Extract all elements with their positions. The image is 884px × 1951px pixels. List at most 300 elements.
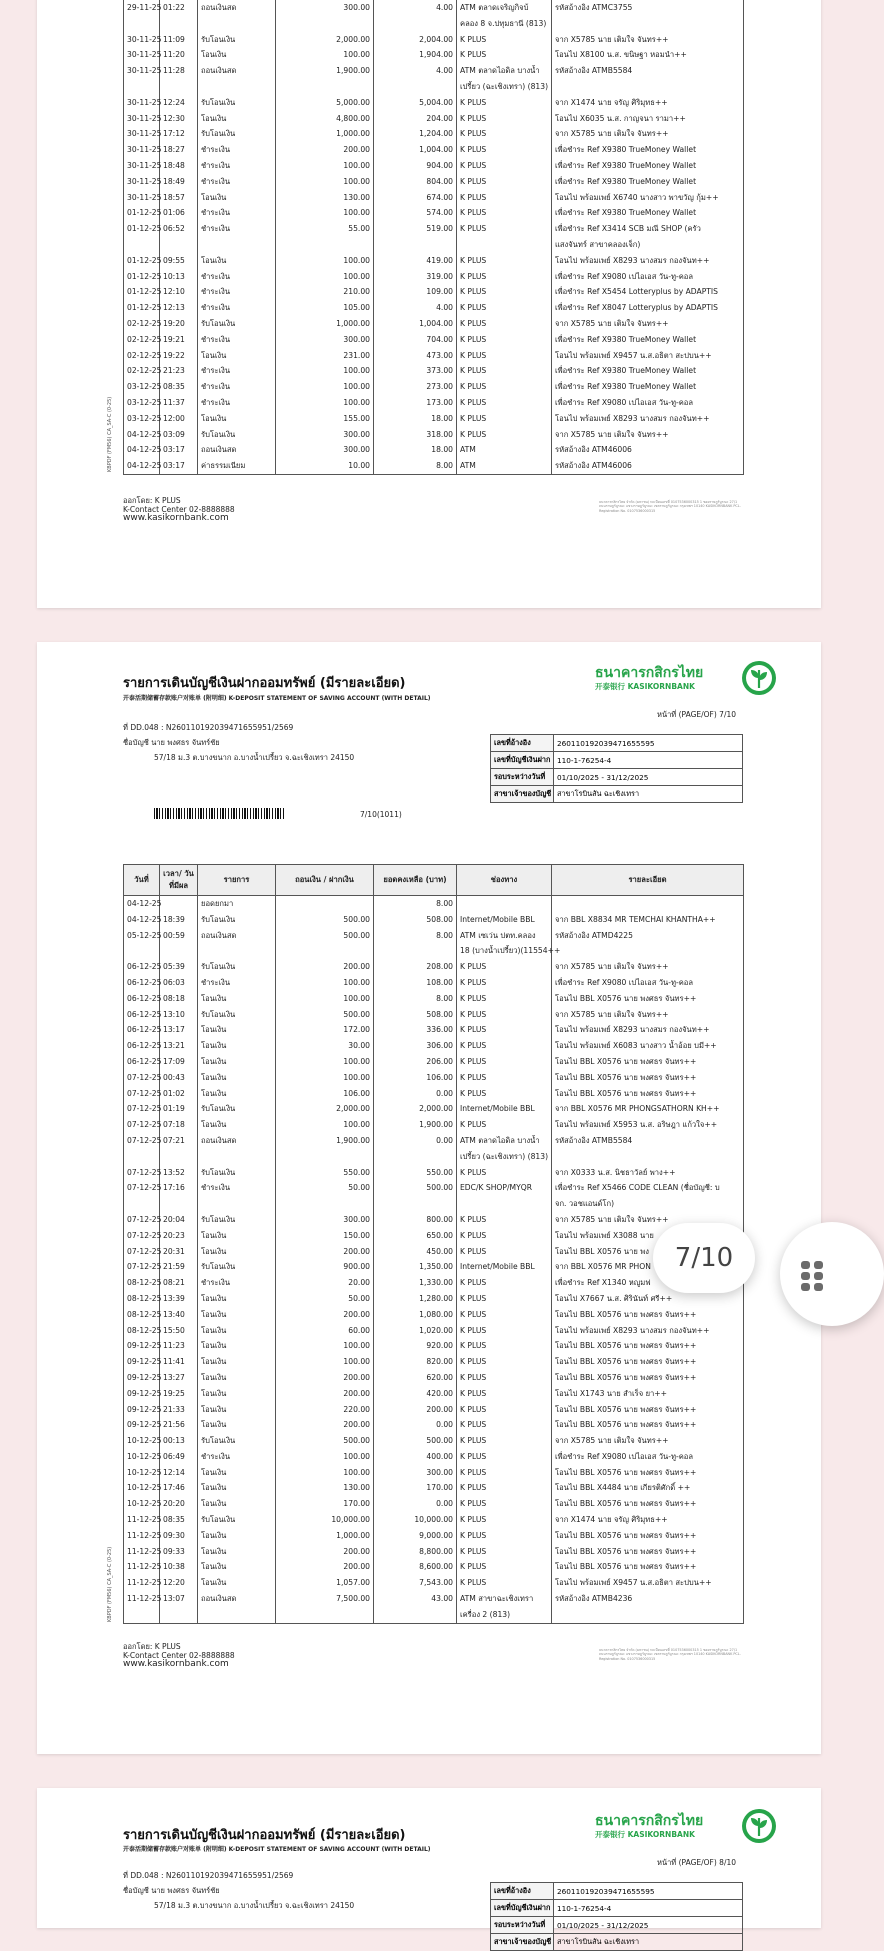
date-cell: 07-12-25 [124,1133,160,1149]
detail-cell: เพื่อชำระ Ref X9380 TrueMoney Wallet [552,142,744,158]
account-info-table [490,734,743,803]
info-label: เลขที่บัญชีเงินฝาก [491,752,554,769]
type-cell: ชำระเงิน [198,142,276,158]
balance-cell: 500.00 [374,1180,457,1196]
channel-cell: เปรี้ยว (ฉะเชิงเทรา) (813) [457,1149,552,1165]
channel-cell: K PLUS [457,363,552,379]
date-cell: 04-12-25 [124,896,160,912]
type-cell: ชำระเงิน [198,363,276,379]
balance-cell: 173.00 [374,395,457,411]
balance-cell: 200.00 [374,1402,457,1418]
detail-cell [552,943,744,959]
amount-cell: 50.00 [276,1180,374,1196]
channel-cell: K PLUS [457,1433,552,1449]
bank-website: www.kasikornbank.com [123,1659,229,1669]
date-cell: 06-12-25 [124,959,160,975]
time-cell: 17:12 [160,126,198,142]
amount-cell: 500.00 [276,928,374,944]
channel-cell: K PLUS [457,1323,552,1339]
time-cell: 00:13 [160,1433,198,1449]
detail-cell: เพื่อชำระ Ref X9080 เปไอเอส วัน-ทู-คอล [552,269,744,285]
table-row [124,1275,744,1291]
info-row [491,1934,743,1951]
account-name: ชื่อบัญชี นาย พงศธร จันทร์ชัย [123,738,220,747]
channel-cell: K PLUS [457,411,552,427]
amount-cell: 231.00 [276,348,374,364]
type-cell: ถอนเงินสด [198,1133,276,1149]
time-cell: 07:18 [160,1117,198,1133]
date-cell: 09-12-25 [124,1386,160,1402]
balance-cell: 1,080.00 [374,1307,457,1323]
table-row [124,0,744,16]
table-row [124,1212,744,1228]
kbank-leaf-icon [741,1808,777,1844]
date-cell: 08-12-25 [124,1291,160,1307]
detail-cell: โอนไป BBL X4484 นาย เกียรติศักดิ์ ++ [552,1480,744,1496]
balance-cell: 800.00 [374,1212,457,1228]
channel-cell: K PLUS [457,1244,552,1260]
document-code: KBPDF (FM56) CA_SA-C (0-25) [107,396,113,472]
page-number: หน้าที่ (PAGE/OF) 8/10 [657,1858,737,1867]
detail-cell: โอนไป BBL X0576 นาย พงศธร จันทร++ [552,991,744,1007]
statement-title: รายการเดินบัญชีเงินฝากออมทรัพย์ (มีรายละเอียด) [123,676,406,691]
account-holder-block [123,720,354,765]
type-cell [198,1149,276,1165]
amount-cell: 1,900.00 [276,1133,374,1149]
date-cell: 30-11-25 [124,142,160,158]
detail-cell: เพื่อชำระ Ref X5466 CODE CLEAN (ชื่อบัญชี: บ [552,1180,744,1196]
detail-cell: จก. วอชแอนด์โก) [552,1196,744,1212]
date-cell: 01-12-25 [124,284,160,300]
detail-cell: จาก BBL X8834 MR TEMCHAI KHANTHA++ [552,912,744,928]
info-row [491,735,743,752]
table-row [124,16,744,32]
balance-cell: 508.00 [374,1007,457,1023]
channel-cell: เครื่อง 2 (813) [457,1607,552,1623]
table-row [124,1528,744,1544]
detail-cell: โอนไป BBL X0576 นาย พงศธร จันทร++ [552,1496,744,1512]
amount-cell: 55.00 [276,221,374,237]
date-cell: 09-12-25 [124,1338,160,1354]
detail-cell: โอนไป BBL X0576 นาย พงศธร จันทร++ [552,1338,744,1354]
balance-cell: 8.00 [374,896,457,912]
date-cell: 03-12-25 [124,395,160,411]
detail-cell: จาก X5785 นาย เติมใจ จันทร++ [552,1212,744,1228]
amount-cell: 100.00 [276,1338,374,1354]
amount-cell: 100.00 [276,395,374,411]
date-cell: 02-12-25 [124,332,160,348]
detail-cell: โอนไป พร้อมเพย์ X8293 นางสมร กองจันท++ [552,253,744,269]
balance-cell: 106.00 [374,1070,457,1086]
balance-cell [374,237,457,253]
time-cell: 12:30 [160,111,198,127]
time-cell [160,943,198,959]
channel-cell: K PLUS [457,1449,552,1465]
detail-cell: จาก BBL X0576 MR PHONGSATHORN KH++ [552,1101,744,1117]
column-header: ช่องทาง [457,865,552,896]
amount-cell: 4,800.00 [276,111,374,127]
channel-cell: K PLUS [457,1354,552,1370]
time-cell: 18:39 [160,912,198,928]
time-cell: 19:21 [160,332,198,348]
info-value: 110-1-76254-4 [554,752,743,769]
time-cell: 05:39 [160,959,198,975]
amount-cell: 20.00 [276,1275,374,1291]
type-cell: ชำระเงิน [198,1449,276,1465]
type-cell: รับโอนเงิน [198,912,276,928]
table-row [124,379,744,395]
amount-cell: 300.00 [276,0,374,16]
balance-cell: 0.00 [374,1417,457,1433]
table-row [124,1180,744,1196]
detail-cell: โอนไป BBL X0576 นาย พงศธร จันทร++ [552,1402,744,1418]
time-cell: 13:39 [160,1291,198,1307]
amount-cell [276,237,374,253]
balance-cell: 0.00 [374,1133,457,1149]
time-cell: 09:55 [160,253,198,269]
time-cell: 11:23 [160,1338,198,1354]
table-row [124,1244,744,1260]
type-cell: โอนเงิน [198,1480,276,1496]
table-row [124,912,744,928]
detail-cell [552,1607,744,1623]
channel-cell: K PLUS [457,1528,552,1544]
channel-cell: K PLUS [457,1465,552,1481]
detail-cell: โอนไป พร้อมเพย์ X8293 นางสมร กองจันท++ [552,1022,744,1038]
legal-fineprint: ธนาคารกสิกรไทย จำกัด (มหาชน) ทะเบียนเลขที่ 0107536000315 1 ซอยราษฎร์บูรณะ 27/1 ถนนราษฎร์บูรณะ แขวงราษฎร์บูรณะ เขตราษฎร์บูรณะ กรุงเทพฯ 10140 KASIKORNBANK PCL. Registration No. 0107536000315 [599,1648,741,1661]
info-value: 01/10/2025 - 31/12/2025 [554,1917,743,1934]
amount-cell: 1,000.00 [276,316,374,332]
detail-cell: โอนไป BBL X0576 นาย พงศธร จันทร++ [552,1307,744,1323]
channel-cell: 18 (บางน้ำเปรี้ยว)(11554++ [457,943,552,959]
type-cell: ถอนเงินสด [198,0,276,16]
channel-cell: K PLUS [457,1575,552,1591]
amount-cell: 300.00 [276,442,374,458]
type-cell: โอนเงิน [198,1417,276,1433]
type-cell: โอนเงิน [198,1307,276,1323]
amount-cell: 500.00 [276,1007,374,1023]
balance-cell: 450.00 [374,1244,457,1260]
table-row [124,1117,744,1133]
date-cell: 06-12-25 [124,1038,160,1054]
detail-cell: จาก X5785 นาย เติมใจ จันทร++ [552,126,744,142]
balance-cell: 574.00 [374,205,457,221]
time-cell: 21:33 [160,1402,198,1418]
amount-cell: 100.00 [276,379,374,395]
table-row [124,1323,744,1339]
date-cell: 01-12-25 [124,269,160,285]
detail-cell: เพื่อชำระ Ref X9380 TrueMoney Wallet [552,379,744,395]
column-header: เวลา/ วันที่มีผล [160,865,198,896]
table-row [124,1559,744,1575]
date-cell: 11-12-25 [124,1528,160,1544]
time-cell: 12:10 [160,284,198,300]
page-indicator[interactable]: 7/10 [653,1223,755,1293]
time-cell: 20:23 [160,1228,198,1244]
type-cell: โอนเงิน [198,348,276,364]
info-value: สาขาโรบินสัน ฉะเชิงเทรา [554,786,743,803]
time-cell: 18:48 [160,158,198,174]
balance-cell: 8,800.00 [374,1544,457,1560]
channel-cell: K PLUS [457,1086,552,1102]
balance-cell: 4.00 [374,300,457,316]
balance-cell: 820.00 [374,1354,457,1370]
page-grid-button[interactable] [780,1222,884,1326]
amount-cell: 300.00 [276,427,374,443]
date-cell: 08-12-25 [124,1275,160,1291]
table-row [124,205,744,221]
date-cell: 06-12-25 [124,1022,160,1038]
date-cell: 11-12-25 [124,1544,160,1560]
time-cell: 11:28 [160,63,198,79]
type-cell: โอนเงิน [198,1291,276,1307]
type-cell: โอนเงิน [198,111,276,127]
type-cell: โอนเงิน [198,1465,276,1481]
time-cell: 13:17 [160,1022,198,1038]
channel-cell: ATM [457,442,552,458]
type-cell: ยอดยกมา [198,896,276,912]
table-row [124,1433,744,1449]
amount-cell: 200.00 [276,1244,374,1260]
type-cell [198,1196,276,1212]
table-row [124,221,744,237]
channel-cell: ATM สาขาฉะเชิงเทรา [457,1591,552,1607]
date-cell: 01-12-25 [124,300,160,316]
balance-cell: 373.00 [374,363,457,379]
info-label: เลขที่อ้างอิง [491,1883,554,1900]
time-cell: 12:24 [160,95,198,111]
balance-cell: 10,000.00 [374,1512,457,1528]
date-cell: 07-12-25 [124,1259,160,1275]
table-row [124,1591,744,1607]
date-cell: 06-12-25 [124,991,160,1007]
table-row [124,237,744,253]
amount-cell: 60.00 [276,1323,374,1339]
amount-cell: 500.00 [276,912,374,928]
balance-cell: 336.00 [374,1022,457,1038]
document-code: KBPDF (FM56) CA_SA-C (0-25) [107,1546,113,1622]
date-cell: 02-12-25 [124,348,160,364]
table-row [124,1070,744,1086]
type-cell: ถอนเงินสด [198,1591,276,1607]
amount-cell: 100.00 [276,1070,374,1086]
date-cell: 09-12-25 [124,1370,160,1386]
date-cell [124,1149,160,1165]
table-row [124,1054,744,1070]
amount-cell [276,16,374,32]
legal-fineprint: ธนาคารกสิกรไทย จำกัด (มหาชน) ทะเบียนเลขที่ 0107536000315 1 ซอยราษฎร์บูรณะ 27/1 ถนนราษฎร์บูรณะ แขวงราษฎร์บูรณะ เขตราษฎร์บูรณะ กรุงเทพฯ 10140 KASIKORNBANK PCL. Registration No. 0107536000315 [599,500,741,513]
time-cell: 03:17 [160,442,198,458]
date-cell: 07-12-25 [124,1086,160,1102]
amount-cell: 10.00 [276,458,374,474]
type-cell: ชำระเงิน [198,332,276,348]
statement-page-6 [37,0,821,608]
time-cell: 17:09 [160,1054,198,1070]
amount-cell: 100.00 [276,363,374,379]
table-row [124,284,744,300]
balance-cell: 1,204.00 [374,126,457,142]
detail-cell: เพื่อชำระ Ref X9380 TrueMoney Wallet [552,363,744,379]
transaction-table [123,0,744,475]
channel-cell: K PLUS [457,126,552,142]
type-cell [198,943,276,959]
type-cell: ชำระเงิน [198,300,276,316]
table-row [124,458,744,474]
amount-cell: 100.00 [276,205,374,221]
detail-cell: โอนไป BBL X0576 นาย พงศธร จันทร++ [552,1054,744,1070]
balance-cell: 170.00 [374,1480,457,1496]
time-cell [160,237,198,253]
type-cell: ชำระเงิน [198,379,276,395]
date-cell [124,1607,160,1623]
balance-cell: 0.00 [374,1496,457,1512]
time-cell: 13:52 [160,1165,198,1181]
type-cell: โอนเงิน [198,1038,276,1054]
detail-cell: โอนไป BBL X0576 นาย พงศธร จันทร++ [552,1559,744,1575]
table-row [124,1354,744,1370]
type-cell: โอนเงิน [198,1402,276,1418]
balance-cell: 1,004.00 [374,142,457,158]
channel-cell: K PLUS [457,1054,552,1070]
table-row [124,1133,744,1149]
account-holder-block [123,1868,354,1913]
detail-cell: โอนไป BBL X0576 นาย พงศธร จันทร++ [552,1417,744,1433]
bank-name-en: 开泰银行 KASIKORNBANK [595,1830,695,1839]
detail-cell [552,1149,744,1165]
time-cell [160,1607,198,1623]
channel-cell: ATM เซเว่น ปตท.คลอง [457,928,552,944]
channel-cell: K PLUS [457,158,552,174]
time-cell: 12:14 [160,1465,198,1481]
time-cell [160,79,198,95]
date-cell: 30-11-25 [124,174,160,190]
channel-cell: K PLUS [457,379,552,395]
date-cell: 04-12-25 [124,442,160,458]
table-row [124,1496,744,1512]
date-cell: 07-12-25 [124,1228,160,1244]
balance-cell: 1,330.00 [374,1275,457,1291]
table-row [124,1402,744,1418]
channel-cell: K PLUS [457,190,552,206]
balance-cell: 4.00 [374,63,457,79]
balance-cell: 108.00 [374,975,457,991]
detail-cell: โอนไป BBL X0576 นาย พงศธร จันทร++ [552,1465,744,1481]
balance-cell: 1,004.00 [374,316,457,332]
info-value: สาขาโรบินสัน ฉะเชิงเทรา [554,1934,743,1951]
detail-cell: รหัสอ้างอิง ATMD4225 [552,928,744,944]
table-row [124,126,744,142]
detail-cell: จาก X5785 นาย เติมใจ จันทร++ [552,1433,744,1449]
kasikornbank-logo [595,1808,775,1848]
table-row [124,1086,744,1102]
amount-cell: 100.00 [276,991,374,1007]
time-cell: 08:35 [160,1512,198,1528]
detail-cell: เพื่อชำระ Ref X9380 TrueMoney Wallet [552,174,744,190]
balance-cell: 1,280.00 [374,1291,457,1307]
amount-cell: 10,000.00 [276,1512,374,1528]
detail-cell: โอนไป พร้อมเพย์ X5953 น.ส. อริษฎา แก้วใจ++ [552,1117,744,1133]
time-cell: 18:57 [160,190,198,206]
detail-cell: จาก X1474 นาย จรัญ ศิริมุทธ++ [552,1512,744,1528]
channel-cell: K PLUS [457,284,552,300]
date-cell: 10-12-25 [124,1480,160,1496]
type-cell: รับโอนเงิน [198,1165,276,1181]
type-cell: ถอนเงินสด [198,928,276,944]
table-row [124,174,744,190]
amount-cell: 550.00 [276,1165,374,1181]
table-row [124,1196,744,1212]
channel-cell: K PLUS [457,205,552,221]
info-row [491,786,743,803]
table-row [124,253,744,269]
channel-cell: K PLUS [457,1402,552,1418]
date-cell: 04-12-25 [124,427,160,443]
amount-cell: 100.00 [276,253,374,269]
balance-cell: 319.00 [374,269,457,285]
table-row [124,991,744,1007]
type-cell: โอนเงิน [198,991,276,1007]
amount-cell: 1,900.00 [276,63,374,79]
channel-cell: Internet/Mobile BBL [457,1101,552,1117]
channel-cell: K PLUS [457,427,552,443]
time-cell: 13:21 [160,1038,198,1054]
balance-cell: 550.00 [374,1165,457,1181]
bank-name-en: 开泰银行 KASIKORNBANK [595,682,695,691]
type-cell: ชำระเงิน [198,174,276,190]
amount-cell: 500.00 [276,1433,374,1449]
type-cell [198,1607,276,1623]
type-cell: รับโอนเงิน [198,316,276,332]
table-row [124,1101,744,1117]
amount-cell: 210.00 [276,284,374,300]
time-cell: 21:23 [160,363,198,379]
amount-cell [276,1607,374,1623]
channel-cell: K PLUS [457,1307,552,1323]
date-cell: 07-12-25 [124,1117,160,1133]
type-cell: รับโอนเงิน [198,427,276,443]
detail-cell: เพื่อชำระ Ref X3414 SCB มณี SHOP (ครัว [552,221,744,237]
channel-cell: K PLUS [457,221,552,237]
table-row [124,959,744,975]
date-cell: 07-12-25 [124,1244,160,1260]
type-cell: ชำระเงิน [198,1180,276,1196]
amount-cell: 100.00 [276,1117,374,1133]
date-cell [124,943,160,959]
type-cell: ค่าธรรมเนียม [198,458,276,474]
table-row [124,395,744,411]
type-cell: รับโอนเงิน [198,1512,276,1528]
channel-cell: K PLUS [457,1291,552,1307]
table-row [124,1575,744,1591]
date-cell: 02-12-25 [124,316,160,332]
channel-cell: ATM [457,458,552,474]
channel-cell: ATM ตลาดเจริญกิจบ้ [457,0,552,16]
time-cell: 21:56 [160,1417,198,1433]
date-cell: 30-11-25 [124,190,160,206]
document-barcode [154,808,284,819]
balance-cell: 704.00 [374,332,457,348]
table-row [124,47,744,63]
date-cell: 09-12-25 [124,1354,160,1370]
date-cell: 10-12-25 [124,1465,160,1481]
info-row [491,1883,743,1900]
type-cell: ชำระเงิน [198,221,276,237]
info-row [491,769,743,786]
detail-cell: เพื่อชำระ Ref X9380 TrueMoney Wallet [552,158,744,174]
footer-contact [123,496,235,523]
info-label: รอบระหว่างวันที่ [491,769,554,786]
transaction-table [123,864,744,1624]
